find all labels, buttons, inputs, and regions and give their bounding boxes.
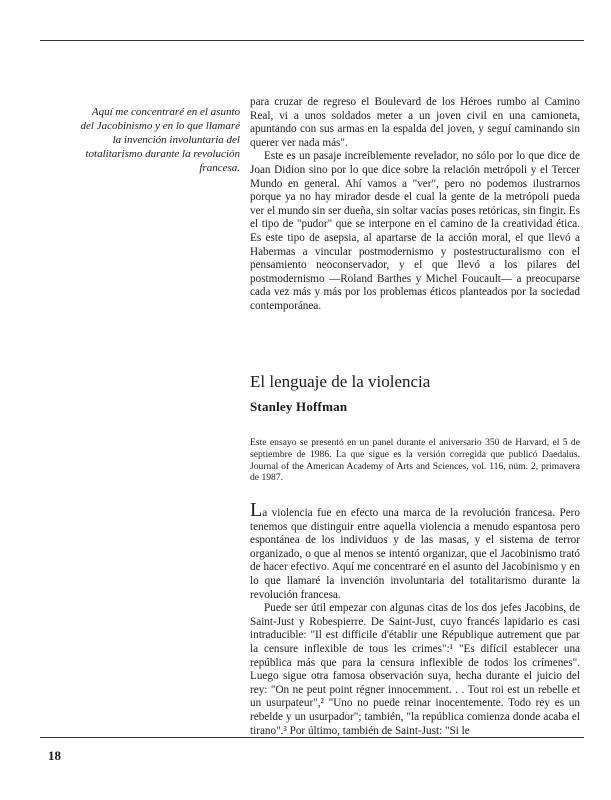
pull-quote: Aquí me concentraré en el asunto del Jacobinismo y en lo que llamaré la invención involuntaria del totalitarismo durante la revolución francesa. bbox=[80, 106, 240, 174]
body-paragraph-1 bbox=[250, 499, 580, 602]
intro-text bbox=[250, 96, 580, 314]
page-number: 18 bbox=[48, 748, 61, 763]
header-rule bbox=[40, 40, 584, 41]
body-paragraph-2: Puede ser útil empezar con algunas citas de los dos jefes Jacobins, de Saint-Just y Robespierre. De Saint-Just, cuyo francés lapidario es casi intraducible: "Il est difficile d'établir une République autrement que par la censure inflexible de tous les crimes":¹ "Es difícil establecer una república más que para la censura inflexible de todos los crímenes". Luego sigue otra famosa observación suya, hecha durante el juicio del rey: "On ne peut point régner innocemment. . . Tout roi est un rebelle et un usurpateur",² "Uno no puede reinar inocentemente. Todo rey es un rebelde y un usurpador"; también, "la república comienza donde acaba el tirano".³ Por último, también de Saint-Just: "Si le bbox=[250, 602, 580, 737]
article-author: Stanley Hoffman bbox=[250, 399, 348, 414]
body-paragraph-1-text: a violencia fue en efecto una marca de la revolución francesa. Pero tenemos que distinguir entre aquella violencia a menudo espantosa pero espontánea de los individuos y de las masas, y el sistema de terror organizado, o que al menos se intentó organizar, que el Jacobinismo trató de hacer efectivo. Aquí me concentraré en el asunto del Jacobinismo y en lo que llamaré la invención involuntaria del totalitarismo durante la revolución francesa. bbox=[250, 507, 580, 601]
article-body bbox=[250, 499, 580, 738]
intro-paragraph-1: para cruzar de regreso el Boulevard de los Héroes rumbo al Camino Real, vi a unos soldados meter a un joven civil en una camioneta, apuntando con sus armas en la espalda del joven, y seguí caminando sin querer ver nada más". bbox=[250, 96, 580, 149]
drop-cap: L bbox=[250, 499, 263, 521]
intro-paragraph-2: Este es un pasaje increíblemente revelador, no sólo por lo que dice de Joan Didion sino por lo que dice sobre la relación metrópoli y el Tercer Mundo en general. Ahí vamos a "ver", pero no podemos ilustrarnos porque ya no hay mirador desde el cual la gente de la metrópoli pueda ver el mundo sin ser dueña, sin soltar vacías poses retóricas, sin fingir. Es el tipo de "pudor" que se interpone en el camino de la creatividad ética. Es este tipo de asepsia, al apartarse de la acción moral, el que llevó a Habermas a vincular postmodernismo y postestructuralismo con el pensamiento neoconservador, y el que llevó a los pilares del postmodernismo —Roland Barthes y Michel Foucault— a preocuparse cada vez más y más por los problemas éticos planteados por la sociedad contemporánea. bbox=[250, 150, 580, 312]
article-title: El lenguaje de la violencia bbox=[250, 372, 431, 391]
article-note: Este ensayo se presentó en un panel durante el aniversario 350 de Harvard, el 5 de septiembre de 1986. La que sigue es la versión corregida que publicó Daedalus. Journal of the American Academy of Arts and Sciences, vol. 116, núm. 2, primavera de 1987. bbox=[250, 437, 580, 484]
footer-rule bbox=[40, 737, 584, 738]
